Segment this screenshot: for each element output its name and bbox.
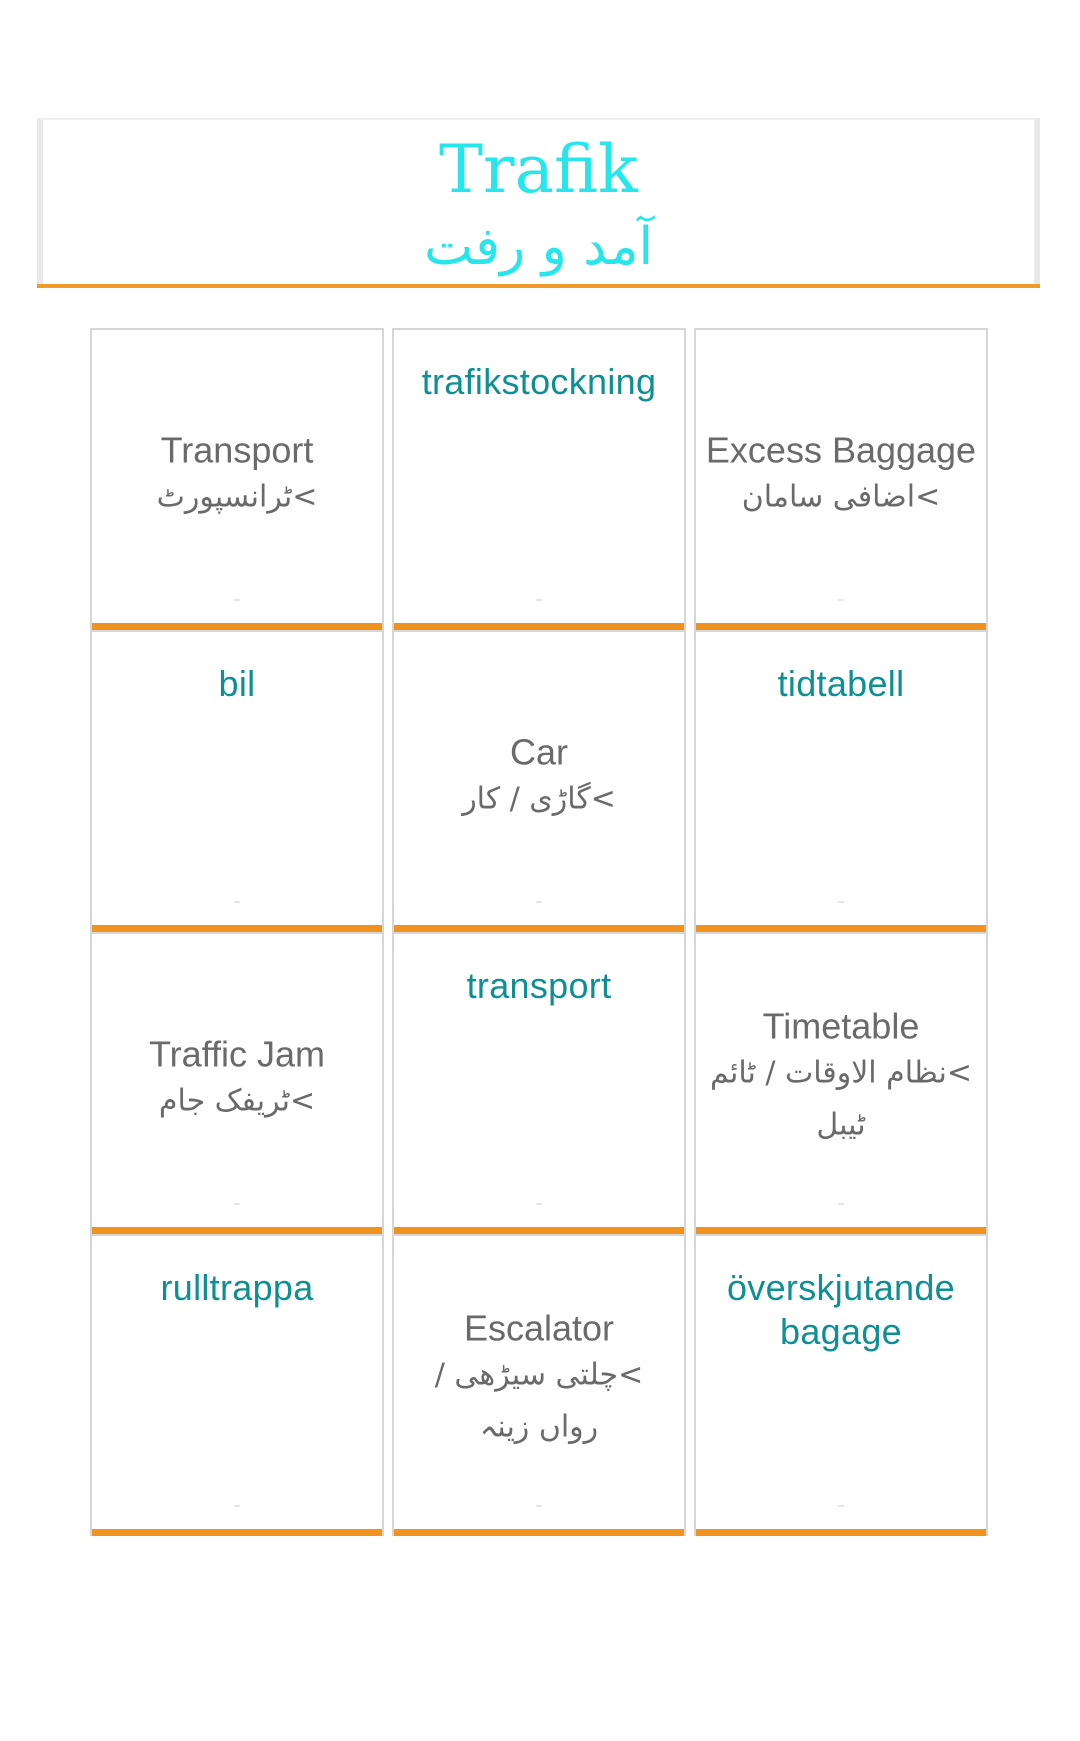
card-timetable-en[interactable] bbox=[694, 932, 988, 1234]
card-content bbox=[704, 1005, 978, 1152]
card-urdu-translation: >ٹریفک جام bbox=[158, 1083, 316, 1119]
card-footer-mark: – bbox=[837, 1498, 845, 1514]
card-english-word: Traffic Jam bbox=[148, 1033, 326, 1075]
card-urdu-translation: >چلتی سیڑھی / رواں زینہ bbox=[434, 1357, 644, 1445]
card-urdu-translation: >گاڑی / کار bbox=[462, 781, 616, 817]
card-footer-mark: – bbox=[837, 592, 845, 608]
card-content bbox=[100, 429, 374, 524]
flashcard-grid bbox=[90, 328, 990, 1536]
card-excess-baggage-en[interactable] bbox=[694, 328, 988, 630]
card-transport-sv[interactable] bbox=[392, 932, 686, 1234]
card-swedish-word: tidtabell bbox=[777, 663, 905, 704]
card-trafikstockning-sv[interactable] bbox=[392, 328, 686, 630]
card-content bbox=[402, 1307, 676, 1454]
card-footer-mark: – bbox=[233, 1498, 241, 1514]
card-footer-mark: – bbox=[233, 894, 241, 910]
card-swedish-word: rulltrappa bbox=[160, 1267, 314, 1308]
card-footer-mark: – bbox=[535, 1196, 543, 1212]
card-swedish-word: transport bbox=[466, 965, 612, 1006]
card-english-word: Car bbox=[509, 731, 568, 773]
card-swedish-word: trafikstockning bbox=[421, 361, 657, 402]
card-swedish-word: bil bbox=[218, 663, 256, 704]
card-car-en[interactable] bbox=[392, 630, 686, 932]
card-footer-mark: – bbox=[837, 1196, 845, 1212]
card-footer-mark: – bbox=[233, 592, 241, 608]
card-english-word: Timetable bbox=[762, 1005, 920, 1047]
card-tidtabell-sv[interactable] bbox=[694, 630, 988, 932]
card-footer-mark: – bbox=[535, 592, 543, 608]
card-english-word: Excess Baggage bbox=[705, 429, 977, 471]
card-bil-sv[interactable] bbox=[90, 630, 384, 932]
topic-subtitle: آمد و رفت bbox=[424, 217, 653, 277]
card-footer-mark: – bbox=[233, 1196, 241, 1212]
card-footer-mark: – bbox=[535, 894, 543, 910]
card-transport-en[interactable] bbox=[90, 328, 384, 630]
card-footer-mark: – bbox=[837, 894, 845, 910]
card-overskjutande-bagage-sv[interactable] bbox=[694, 1234, 988, 1536]
card-content bbox=[402, 731, 676, 826]
card-english-word: Escalator bbox=[463, 1307, 615, 1349]
card-rulltrappa-sv[interactable] bbox=[90, 1234, 384, 1536]
card-urdu-translation: >اضافی سامان bbox=[741, 479, 941, 515]
card-urdu-translation: >نظام الاوقات / ٹائم ٹیبل bbox=[710, 1055, 972, 1143]
card-english-word: Transport bbox=[160, 429, 314, 471]
card-content bbox=[100, 1033, 374, 1128]
card-content bbox=[704, 429, 978, 524]
card-escalator-en[interactable] bbox=[392, 1234, 686, 1536]
card-swedish-word: överskjutande bagage bbox=[726, 1267, 956, 1352]
card-urdu-translation: >ٹرانسپورٹ bbox=[156, 479, 318, 515]
topic-header bbox=[37, 118, 1040, 288]
card-footer-mark: – bbox=[535, 1498, 543, 1514]
topic-title: Trafik bbox=[439, 131, 638, 208]
card-traffic-jam-en[interactable] bbox=[90, 932, 384, 1234]
